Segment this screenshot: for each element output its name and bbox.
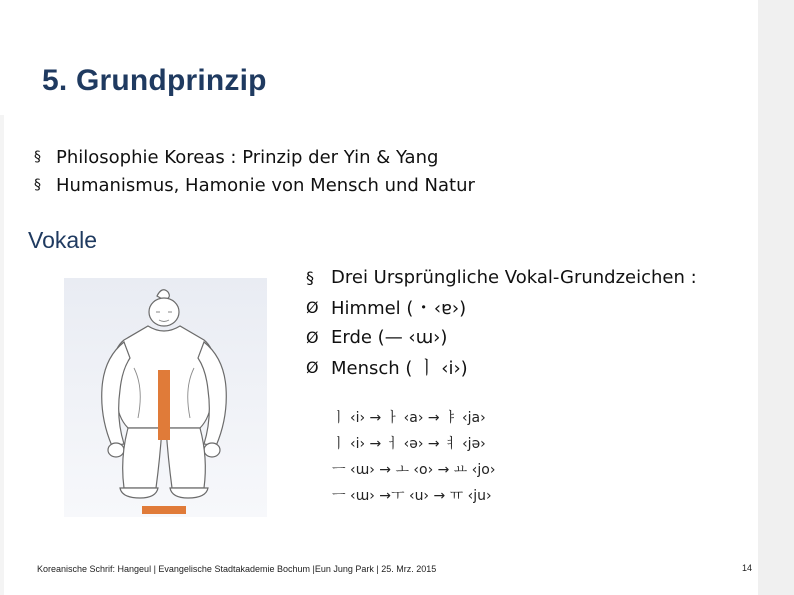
vowel-point-text: Drei Ursprüngliche Vokal-Grundzeichen : (331, 266, 697, 288)
right-margin-strip (758, 0, 794, 595)
vowel-point-list (306, 262, 697, 382)
bullet-text: Philosophie Koreas : Prinzip der Yin & Yang (56, 146, 439, 168)
derivation-line: ㅡ ‹ɯ› →ㅜ ‹u› → ㅠ ‹ju› (332, 488, 492, 504)
derivation-line: ㅣ ‹i› → ㅓ ‹ə› → ㅕ ‹jə› (332, 436, 486, 452)
page-number: 14 (742, 563, 753, 573)
vowel-point-item (306, 292, 697, 322)
vowel-point-text: Himmel ( ･ ‹ɐ›) (331, 298, 467, 319)
vowel-point-item (306, 322, 697, 352)
vowel-point-text: Erde (— ‹ɯ›) (331, 326, 448, 348)
vowel-point-item (306, 352, 697, 382)
arrow-bullet-marker: Ø (306, 297, 319, 317)
human-figure-illustration (64, 278, 267, 517)
vowel-derivation-list (332, 404, 495, 508)
bullet-item (34, 143, 475, 171)
slide-footer: Koreanische Schrif: Hangeul | Evangelische Stadtakademie Bochum |Eun Jung Park | 25. Mrz. 2015 (37, 564, 437, 574)
vowel-point-item (306, 262, 697, 292)
bullet-marker: § (306, 267, 314, 287)
bullet-item (34, 171, 475, 199)
bullet-marker: § (34, 149, 41, 165)
slide-title: 5. Grundprinzip (42, 64, 267, 97)
intro-bullet-list (34, 143, 475, 199)
section-heading: Vokale (28, 227, 98, 253)
derivation-line: ㅡ ‹ɯ› → ㅗ ‹o› → ㅛ ‹jo› (332, 462, 496, 478)
vowel-point-text: Mensch ( ㅣ ‹i›) (331, 358, 468, 379)
arrow-bullet-marker: Ø (306, 357, 319, 377)
arrow-bullet-marker: Ø (306, 327, 319, 347)
derivation-line: ㅣ ‹i› → ㅏ ‹a› → ㅑ ‹ja› (332, 410, 486, 426)
bullet-text: Humanismus, Hamonie von Mensch und Natur (56, 174, 475, 196)
bullet-marker: § (34, 177, 41, 193)
